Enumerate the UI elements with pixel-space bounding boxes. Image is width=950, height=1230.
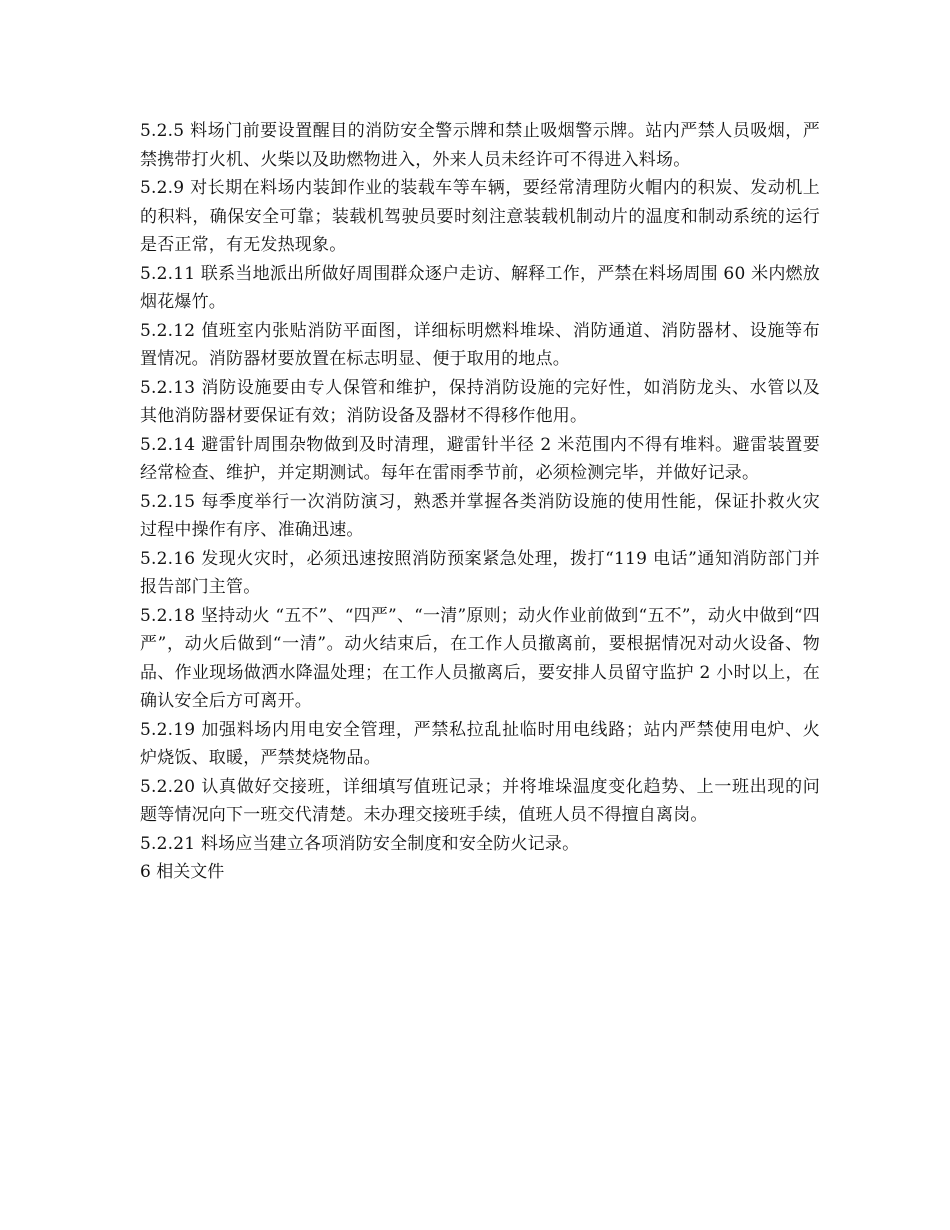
clause-5-2-14: 5.2.14 避雷针周围杂物做到及时清理，避雷针半径 2 米范围内不得有堆料。避雷装置要经常检查、维护，并定期测试。每年在雷雨季节前，必须检测完毕，并做好记录。 xyxy=(140,434,820,483)
clause-5-2-11: 5.2.11 联系当地派出所做好周围群众逐户走访、解释工作，严禁在料场周围 60 米内燃放烟花爆竹。 xyxy=(140,263,820,312)
section-heading: 6 相关文件 xyxy=(140,862,225,882)
clause-5-2-12: 5.2.12 值班室内张贴消防平面图，详细标明燃料堆垛、消防通道、消防器材、设施等布置情况。消防器材要放置在标志明显、便于取用的地点。 xyxy=(140,320,820,369)
clause-5-2-13: 5.2.13 消防设施要由专人保管和维护，保持消防设施的完好性，如消防龙头、水管以及其他消防器材要保证有效；消防设备及器材不得移作他用。 xyxy=(140,377,820,426)
clause-5-2-21: 5.2.21 料场应当建立各项消防安全制度和安全防火记录。 xyxy=(140,833,580,854)
document-page xyxy=(140,117,820,887)
clause-5-2-20: 5.2.20 认真做好交接班，详细填写值班记录；并将堆垛温度变化趋势、上一班出现的问题等情况向下一班交代清楚。未办理交接班手续，值班人员不得擅自离岗。 xyxy=(140,776,820,825)
clause-5-2-19: 5.2.19 加强料场内用电安全管理，严禁私拉乱扯临时用电线路；站内严禁使用电炉、火炉烧饭、取暖，严禁焚烧物品。 xyxy=(140,719,820,768)
clause-5-2-5: 5.2.5 料场门前要设置醒目的消防安全警示牌和禁止吸烟警示牌。站内严禁人员吸烟，严禁携带打火机、火柴以及助燃物进入，外来人员未经许可不得进入料场。 xyxy=(140,121,820,170)
clause-5-2-18: 5.2.18 坚持动火 “五不”、“四严”、“一清”原则；动火作业前做到“五不”，动火中做到“四严”，动火后做到“一清”。动火结束后，在工作人员撤离前，要根据情况对动火设备、物品、作业现场做洒水降温处理；在工作人员撤离后，要安排人员留守监护 2 小时以上，在确认安全后方可离开。 xyxy=(140,605,820,711)
clause-5-2-15: 5.2.15 每季度举行一次消防演习，熟悉并掌握各类消防设施的使用性能，保证扑救火灾过程中操作有序、准确迅速。 xyxy=(140,491,820,540)
clause-5-2-9: 5.2.9 对长期在料场内装卸作业的装载车等车辆，要经常清理防火帽内的积炭、发动机上的积料，确保安全可靠；装载机驾驶员要时刻注意装载机制动片的温度和制动系统的运行是否正常，有无发热现象。 xyxy=(140,178,820,255)
clause-5-2-16: 5.2.16 发现火灾时，必须迅速按照消防预案紧急处理，拨打“119 电话”通知消防部门并报告部门主管。 xyxy=(140,548,820,597)
